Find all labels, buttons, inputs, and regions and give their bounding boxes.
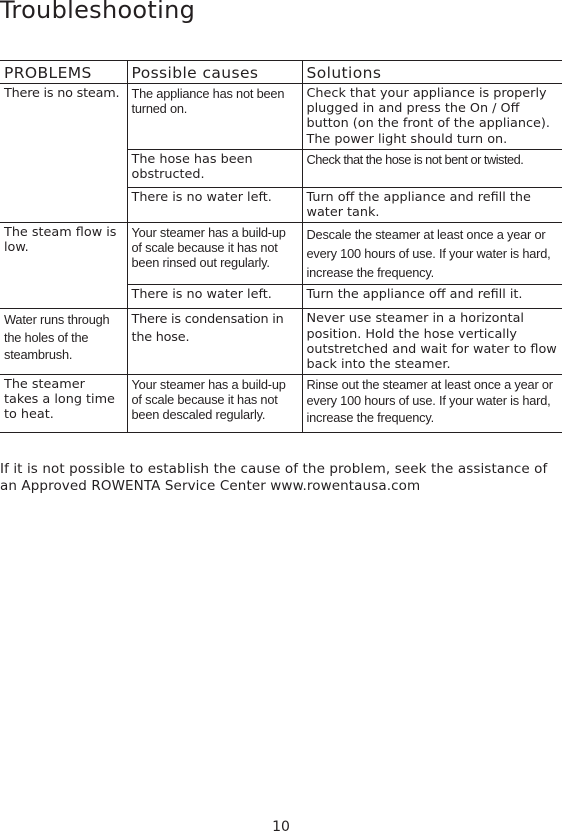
header-problems: PROBLEMS <box>0 61 127 84</box>
cause-cell: There is no water left. <box>127 285 302 309</box>
page-title: Troubleshooting <box>0 0 196 24</box>
cause-cell: There is no water left. <box>127 187 302 222</box>
header-possible-causes: Possible causes <box>127 61 302 84</box>
page-number: 10 <box>272 819 290 835</box>
table-header-row <box>0 61 562 84</box>
cause-cell: The appliance has not been turned on. <box>127 84 302 149</box>
solution-cell: Descale the steamer at least once a year or every 100 hours of use. If your water is hard, increase the frequency. <box>302 222 562 285</box>
cause-cell: The hose has been obstructed. <box>127 149 302 187</box>
table-row <box>0 309 562 374</box>
solution-cell: Check that your appliance is properly plugged in and press the On / Off button (on the front of the appliance). The power light should turn on. <box>302 84 562 149</box>
header-solutions: Solutions <box>302 61 562 84</box>
cause-cell: There is condensation in the hose. <box>127 309 302 374</box>
solution-cell: Turn off the appliance and refill the water tank. <box>302 187 562 222</box>
solution-cell: Rinse out the steamer at least once a year or every 100 hours of use. If your water is hard, increase the frequency. <box>302 374 562 432</box>
table-row <box>0 374 562 432</box>
solution-cell: Turn the appliance off and refill it. <box>302 285 562 309</box>
cause-cell: Your steamer has a build-up of scale because it has not been descaled regularly. <box>127 374 302 432</box>
cause-cell: Your steamer has a build-up of scale because it has not been rinsed out regularly. <box>127 222 302 285</box>
problem-cell: The steam flow is low. <box>0 222 127 309</box>
table-row <box>0 84 562 149</box>
problem-cell: The steamer takes a long time to heat. <box>0 374 127 432</box>
problem-cell: Water runs through the holes of the steambrush. <box>0 309 127 374</box>
assistance-note: If it is not possible to establish the cause of the problem, seek the assistance of an Approved ROWENTA Service Center www.rowentausa.com <box>0 461 548 495</box>
solution-cell: Check that the hose is not bent or twisted. <box>302 149 562 187</box>
table-row <box>0 222 562 285</box>
solution-cell: Never use steamer in a horizontal position. Hold the hose vertically outstretched and wait for water to flow back into the steamer. <box>302 309 562 374</box>
troubleshooting-table <box>0 60 562 433</box>
problem-cell: There is no steam. <box>0 84 127 223</box>
